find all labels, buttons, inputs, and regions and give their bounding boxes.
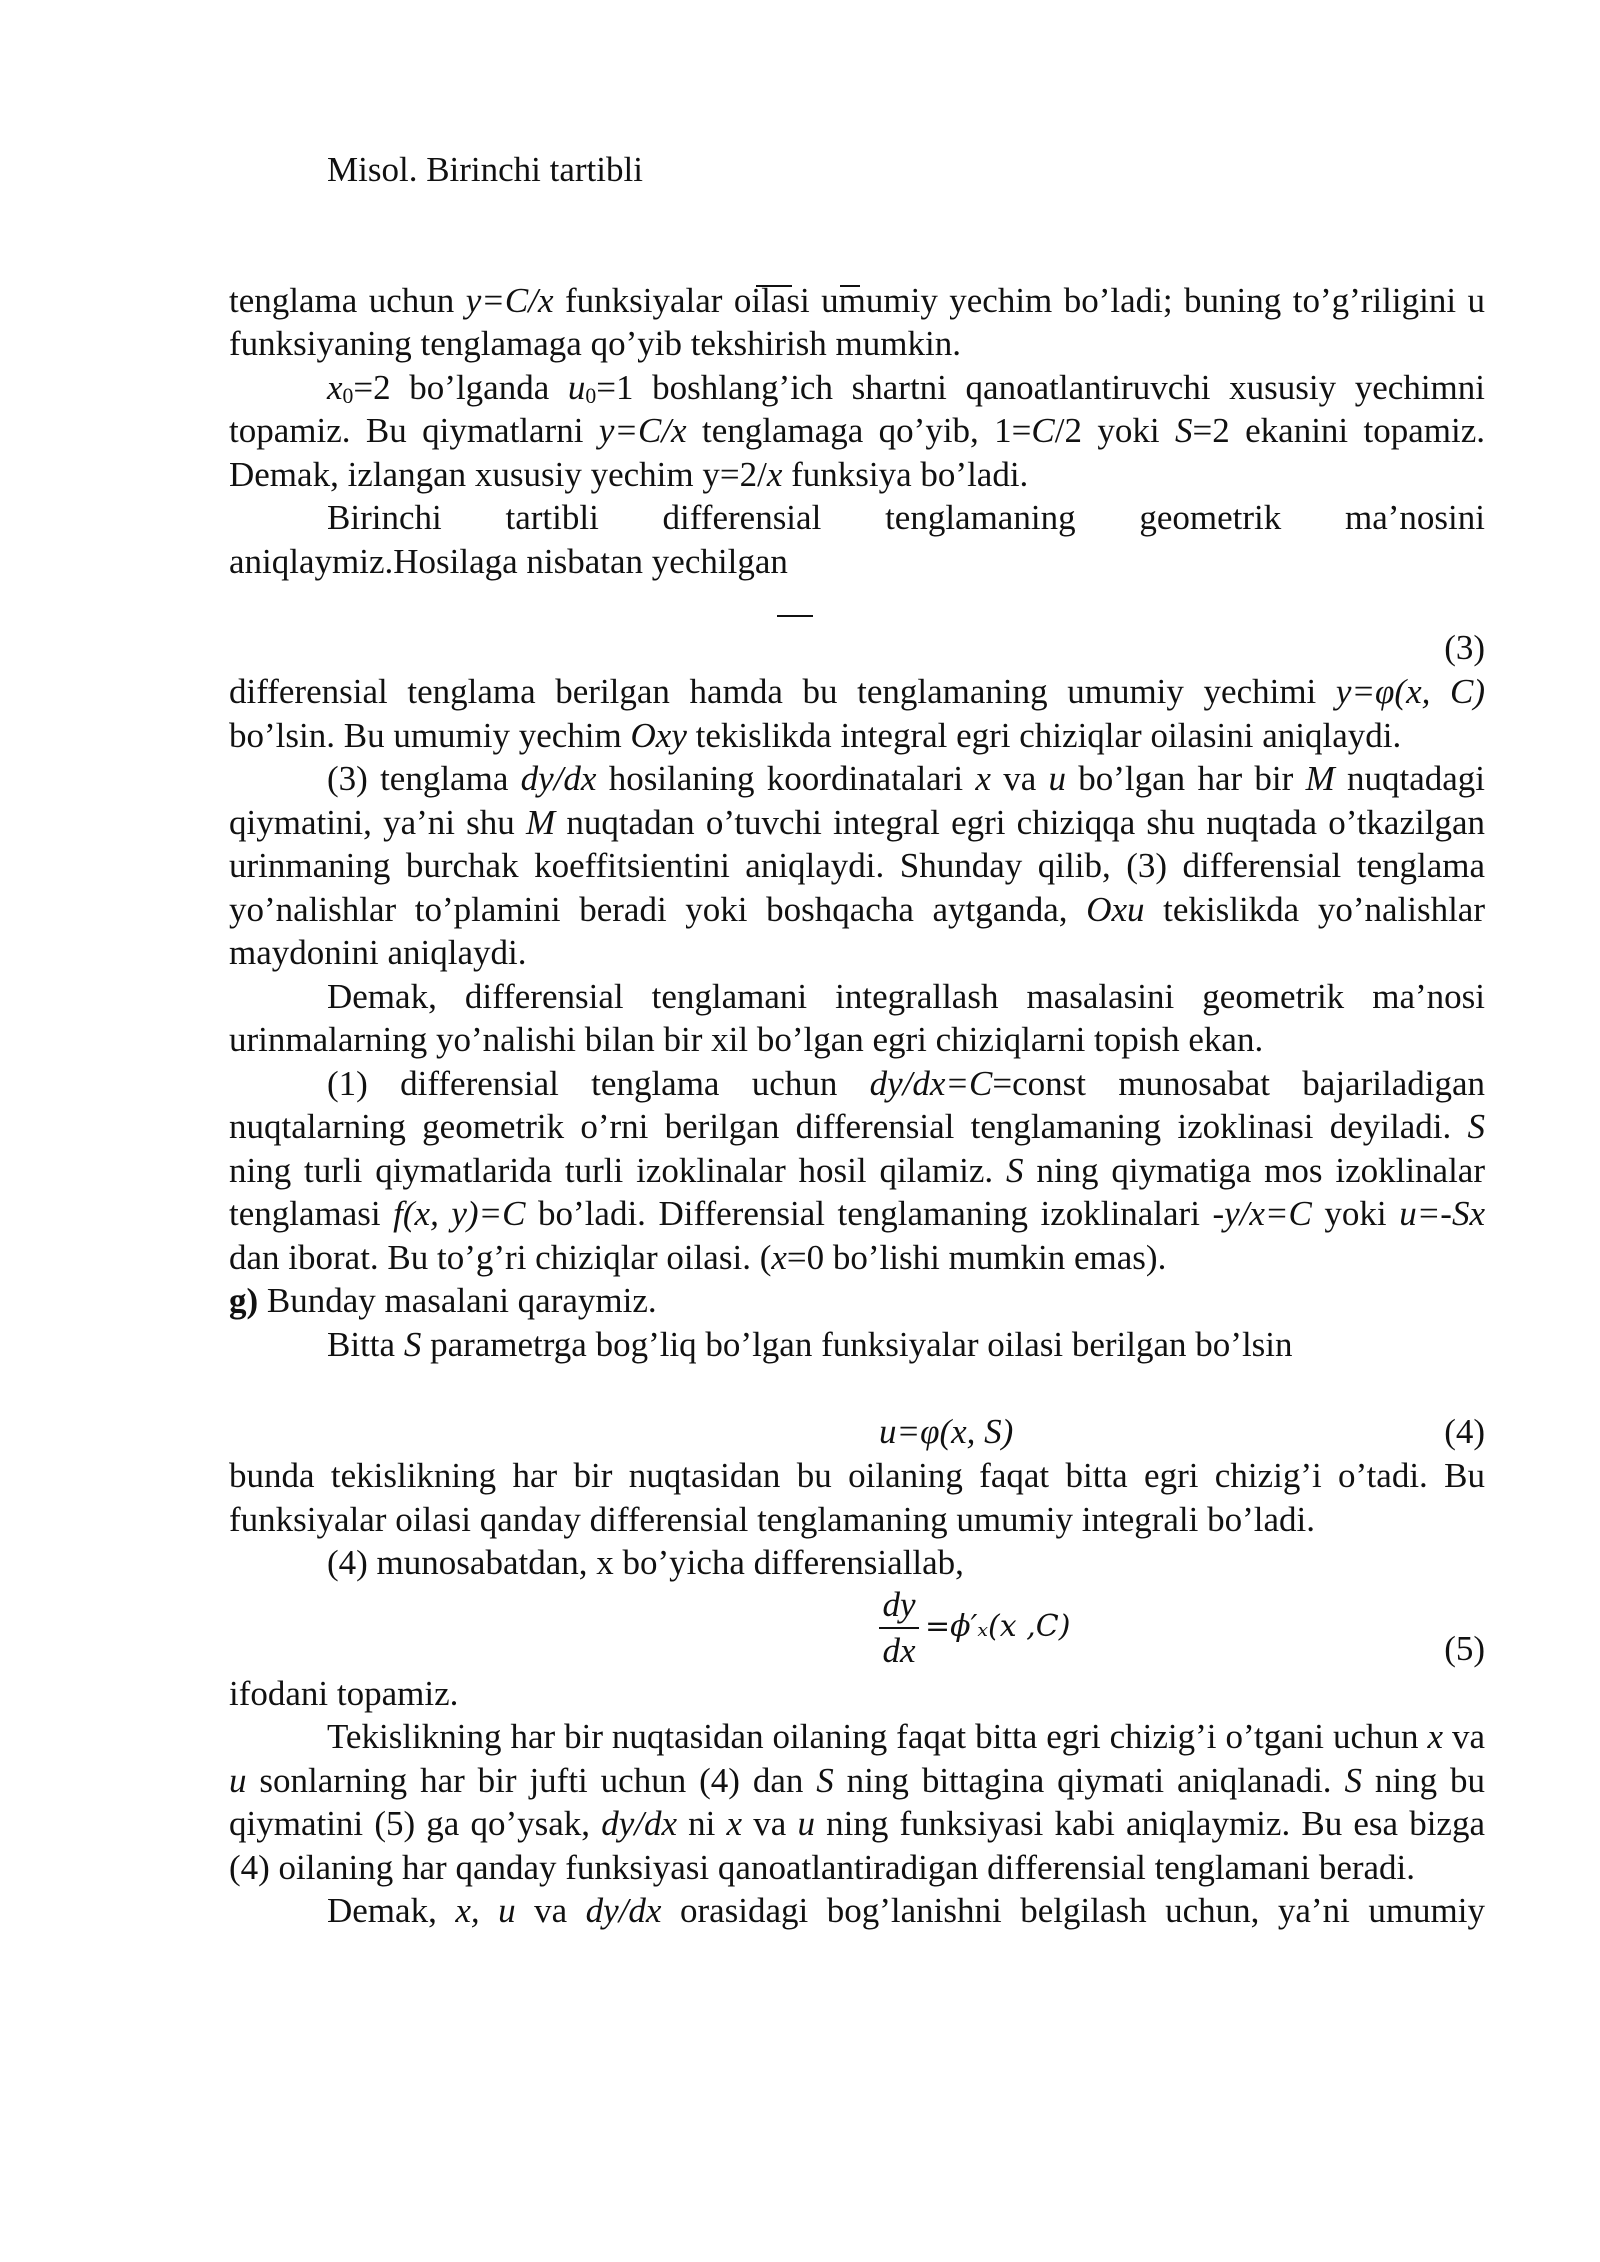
fraction-bar-eq3 xyxy=(777,615,813,617)
section-label: g) xyxy=(229,1281,259,1320)
paragraph-unique-value: Tekislikning har bir nuqtasidan oilaning faqat bitta egri chizig’i o’tgani uchun x va u sonlarning har bir jufti uchun (4) dan S ning bittagina qiymati aniqlanadi. S ning bu qiymatini (5) ga qo’ysak, dy/dx ni x va u ning funksiyasi kabi aniqlaymiz. Bu esa bizga (4) oilaning har qanday funksiyasi qanoatlantiradigan differensial tenglamani beradi. xyxy=(229,1717,1485,1887)
paragraph-find-expression: ifodani topamiz. xyxy=(229,1673,459,1713)
paragraph-differentiate: (4) munosabatdan, x bo’yicha differensiallab, xyxy=(327,1543,964,1582)
paragraph-geometric-meaning: Birinchi tartibli differensial tenglamaning geometrik ma’nosini aniqlaymiz.Hosilaga nisbatan yechilgan xyxy=(229,498,1485,581)
paragraph-section-g: g) Bunday masalani qaraymiz. xyxy=(229,1281,657,1320)
paragraph-isoclines: (1) differensial tenglama uchun dy/dx=C=const munosabat bajariladigan nuqtalarning geometrik o’rni berilgan differensial tenglamaning izoklinasi deyiladi. S ning turli qiymatlarida turli izoklinalar hosil qilamiz. S ning qiymatiga mos izoklinalar tenglamasi f(x, y)=C bo’ladi. Differensial tenglamaning izoklinalari -y/x=C yoki u=-Sx dan iborat. Bu to’g’ri chiziqlar oilasi. (x=0 bo’lishi mumkin emas). xyxy=(229,1063,1485,1277)
equation-4-expression: u=φ(x, S) xyxy=(879,1412,1014,1451)
document-page xyxy=(229,148,1485,1933)
paragraph-example-intro: Misol. Birinchi tartibli xyxy=(327,150,643,189)
paragraph-initial-condition: $x_0=2$ bo’lganda $u_0=1$ boshlang’ich shartni qanoatlantiruvchi xususiy yechimni topamiz. Bu qiymatlarni y=C/x tenglamaga qo’yib, 1=C/2 yoki S=2 ekanini topamiz. Demak, izlangan xususiy yechim y=2/x funksiya bo’ladi. xyxy=(229,367,1486,494)
equation-4 xyxy=(229,1410,1485,1454)
paragraph-family-property: bunda tekislikning har bir nuqtasidan bu oilaning faqat bitta egri chizig’i o’tadi. Bu funksiyalar oilasi qanday differensial tenglamaning umumiy integrali bo’ladi. xyxy=(229,1456,1485,1539)
fraction-bar-left xyxy=(756,285,792,287)
paragraph-family: Bitta S parametrga bog’liq bo’lgan funksiyalar oilasi berilgan bo’lsin xyxy=(327,1324,1293,1364)
equation-4-number: (4) xyxy=(1444,1412,1485,1451)
equation-5-number: (5) xyxy=(1444,1628,1485,1668)
equation-3 xyxy=(229,583,1485,670)
equation-placeholder-1 xyxy=(229,192,1485,279)
paragraph-direction-field: (3) tenglama dy/dx hosilaning koordinatalari x va u bo’lgan har bir M nuqtadagi qiymatini, ya’ni shu M nuqtadan o’tuvchi integral egri chiziqqa shu nuqtada o’tkazilgan urinmaning burchak koeffitsientini aniqlaydi. Shunday qilib, (3) differensial tenglama yo’nalishlar to’plamini beradi yoki boshqacha aytganda, Oxu tekislikda yo’nalishlar maydonini aniqlaydi. xyxy=(229,759,1486,972)
paragraph-general-solution: differensial tenglama berilgan hamda bu tenglamaning umumiy yechimi y=φ(x, C) bo’lsin. Bu umumiy yechim Oxy tekislikda integral egri chiziqlar oilasini aniqlaydi. xyxy=(229,672,1485,755)
equation-5-rhs: =ϕ′ₓ(x ,C) xyxy=(925,1608,1071,1644)
paragraph-example-body: tenglama uchun y=C/x funksiyalar oilasi umumiy yechim bo’ladi; buning to’g’riligini u funksiyaning tenglamaga qo’yib tekshirish mumkin. xyxy=(229,280,1486,363)
paragraph-integration-meaning: Demak, differensial tenglamani integrallash masalasini geometrik ma’nosi urinmalarning yo’nalishi bilan bir xil bo’lgan egri chiziqlarni topish ekan. xyxy=(229,976,1485,1059)
equation-5-fraction: dy dx xyxy=(879,1585,919,1671)
paragraph-conclusion: Demak, x, u va dy/dx orasidagi bog’lanishni belgilash uchun, ya’ni umumiy xyxy=(327,1891,1485,1930)
fraction-bar-right xyxy=(840,285,860,287)
equation-5 xyxy=(229,1585,1485,1672)
equation-3-number: (3) xyxy=(1444,628,1485,667)
